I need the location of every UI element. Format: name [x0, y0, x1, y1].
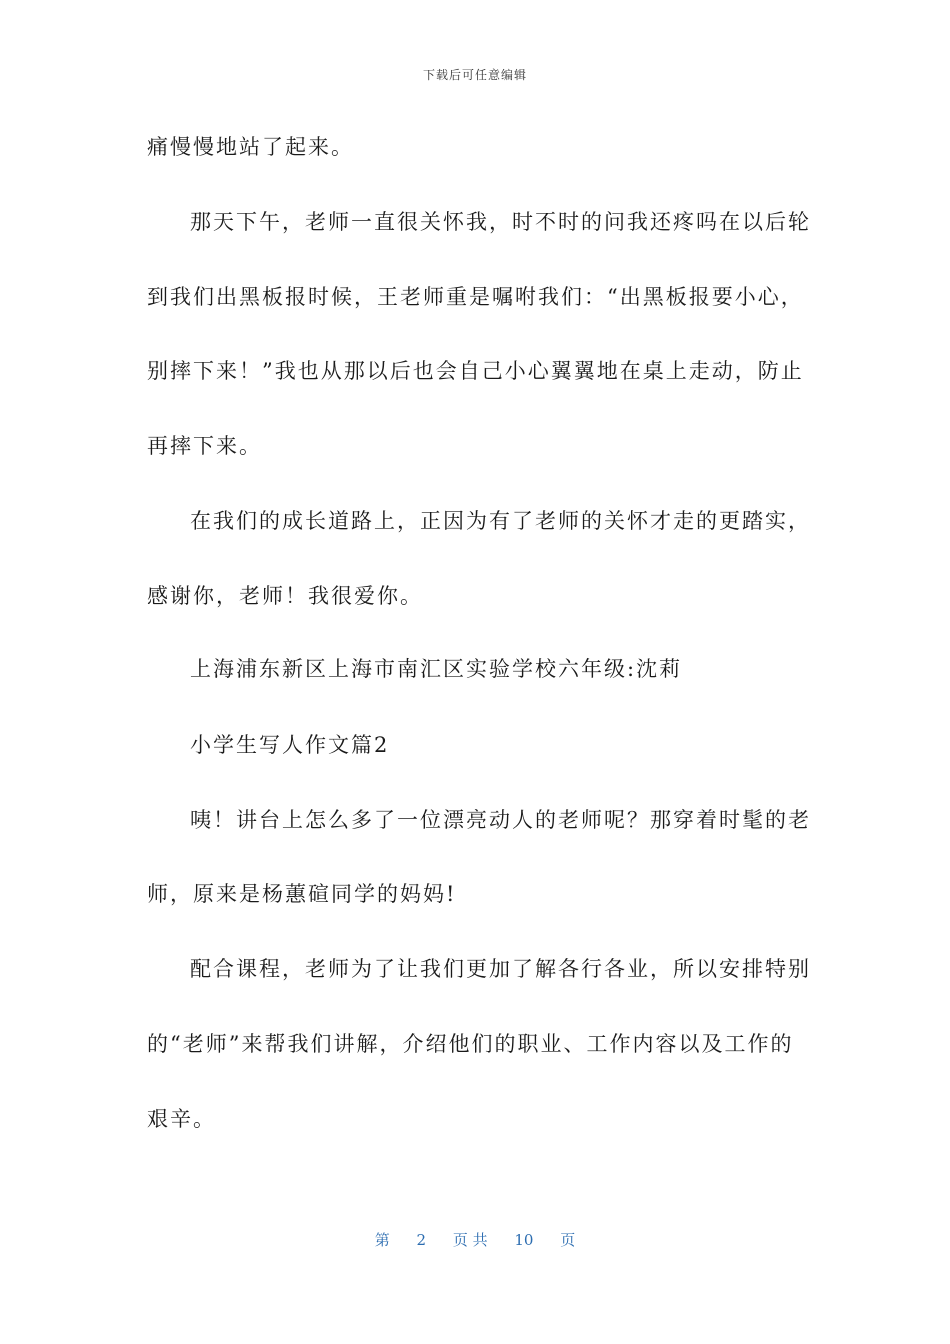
text-line: 感谢你，老师！我很爱你。 [147, 584, 423, 608]
text-line: 痛慢慢地站了起来。 [147, 135, 354, 159]
page-footer [0, 1229, 950, 1250]
footer-ye: 页 [560, 1231, 576, 1249]
page-header: 下载后可任意编辑 [422, 68, 527, 82]
text-line: 师，原来是杨蕙碹同学的妈妈! [147, 882, 457, 906]
paragraph-line: 咦！讲台上怎么多了一位漂亮动人的老师呢？那穿着时髦的老 [190, 808, 811, 832]
author-line: 上海浦东新区上海市南汇区实验学校六年级:沈莉 [190, 657, 683, 681]
footer-total-pages: 10 [514, 1231, 534, 1249]
paragraph-line: 那天下午，老师一直很关怀我，时不时的问我还疼吗在以后轮 [190, 210, 811, 234]
paragraph-line: 在我们的成长道路上，正因为有了老师的关怀才走的更踏实， [190, 509, 811, 533]
footer-ye-gong: 页 共 [452, 1231, 488, 1249]
section-title: 小学生写人作文篇2 [190, 733, 390, 757]
paragraph-line: 配合课程，老师为了让我们更加了解各行各业，所以安排特别 [190, 957, 811, 981]
footer-page-number: 2 [416, 1231, 427, 1249]
text-line: 别摔下来！”我也从那以后也会自己小心翼翼地在桌上走动，防止 [147, 359, 804, 383]
text-line: 艰辛。 [147, 1107, 216, 1131]
text-line: 再摔下来。 [147, 434, 262, 458]
text-line: 的“老师”来帮我们讲解，介绍他们的职业、工作内容以及工作的 [147, 1032, 794, 1056]
text-line: 到我们出黑板报时候，王老师重是嘱咐我们：“出黑板报要小心， [147, 285, 804, 309]
footer-di: 第 [374, 1231, 390, 1249]
